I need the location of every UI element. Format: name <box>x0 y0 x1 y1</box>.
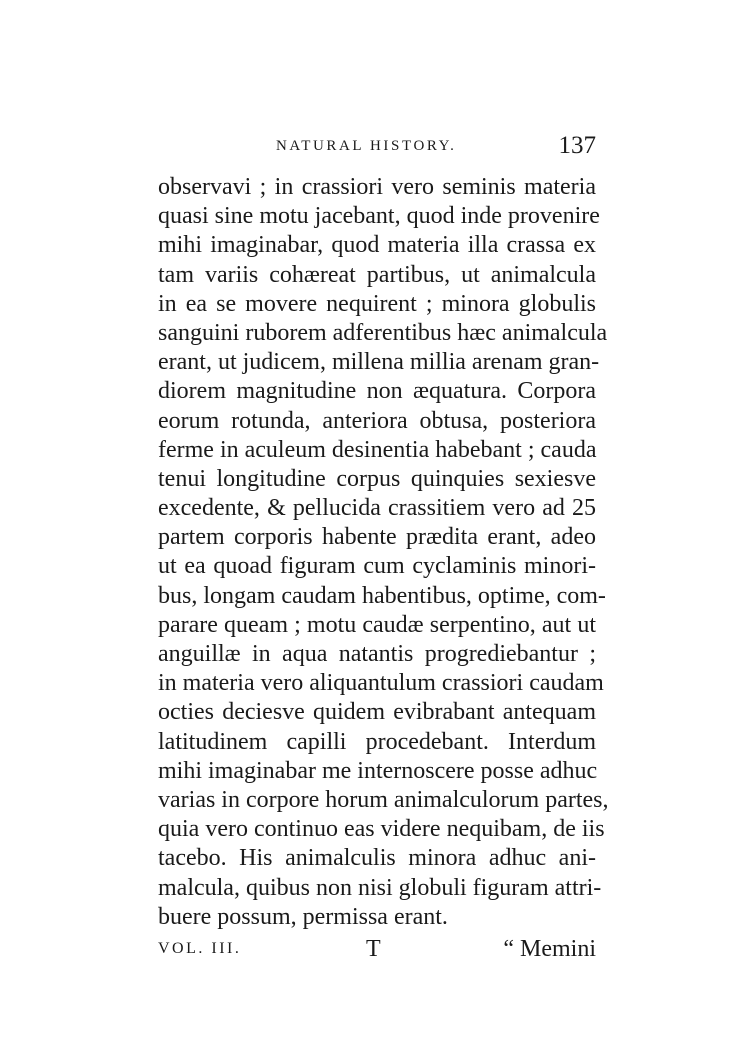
gathering-mark: T <box>366 936 381 962</box>
text-line: ut ea quoad figuram cum cyclaminis minori- <box>158 553 596 580</box>
text-line-last: buere possum, permissa erant. <box>158 903 448 930</box>
text-line: ferme in aculeum desinentia habebant ; cauda <box>158 436 597 463</box>
text-line: partem corporis habente prædita erant, adeo <box>158 524 596 551</box>
page-number: 137 <box>558 132 596 159</box>
text-line: mihi imaginabar, quod materia illa crassa ex <box>158 232 596 259</box>
catchword: “ Memini <box>503 936 596 962</box>
text-line: tam variis cohæreat partibus, ut animalcula <box>158 261 596 288</box>
text-line: mihi imaginabar me internoscere posse adhuc <box>158 757 598 784</box>
text-line: malcula, quibus non nisi globuli figuram attri- <box>158 874 602 901</box>
running-title: NATURAL HISTORY. <box>276 138 457 154</box>
text-line: octies deciesve quidem evibrabant antequam <box>158 699 596 726</box>
text-line: observavi ; in crassiori vero seminis materia <box>158 174 596 200</box>
text-line: tacebo. His animalculis minora adhuc ani- <box>158 845 596 872</box>
text-line: tenui longitudine corpus quinquies sexiesve <box>158 465 596 492</box>
text-line: excedente, & pellucida crassitiem vero ad 25 <box>158 495 596 522</box>
text-line: quasi sine motu jacebant, quod inde provenire <box>158 203 600 230</box>
volume-signature: VOL. III. <box>158 940 242 957</box>
text-line: bus, longam caudam habentibus, optime, com- <box>158 582 606 609</box>
text-line: latitudinem capilli procedebant. Interdum <box>158 728 596 755</box>
text-line: sanguini ruborem adferentibus hæc animalcula <box>158 319 608 346</box>
body-text <box>158 173 609 932</box>
text-line: in ea se movere nequirent ; minora globulis <box>158 290 596 317</box>
page-footer <box>158 936 596 968</box>
text-line: quia vero continuo eas videre nequibam, de iis <box>158 816 605 843</box>
text-line: erant, ut judicem, millena millia arenam gran- <box>158 349 600 376</box>
text-line: parare queam ; motu caudæ serpentino, aut ut <box>158 611 596 638</box>
text-line: diorem magnitudine non æquatura. Corpora <box>158 378 596 405</box>
running-head <box>158 132 598 162</box>
text-line: anguillæ in aqua natantis progrediebantur ; <box>158 641 596 667</box>
text-line: eorum rotunda, anteriora obtusa, posteriora <box>158 407 596 434</box>
text-line: in materia vero aliquantulum crassiori caudam <box>158 670 604 697</box>
text-line: varias in corpore horum animalculorum partes, <box>158 786 609 813</box>
